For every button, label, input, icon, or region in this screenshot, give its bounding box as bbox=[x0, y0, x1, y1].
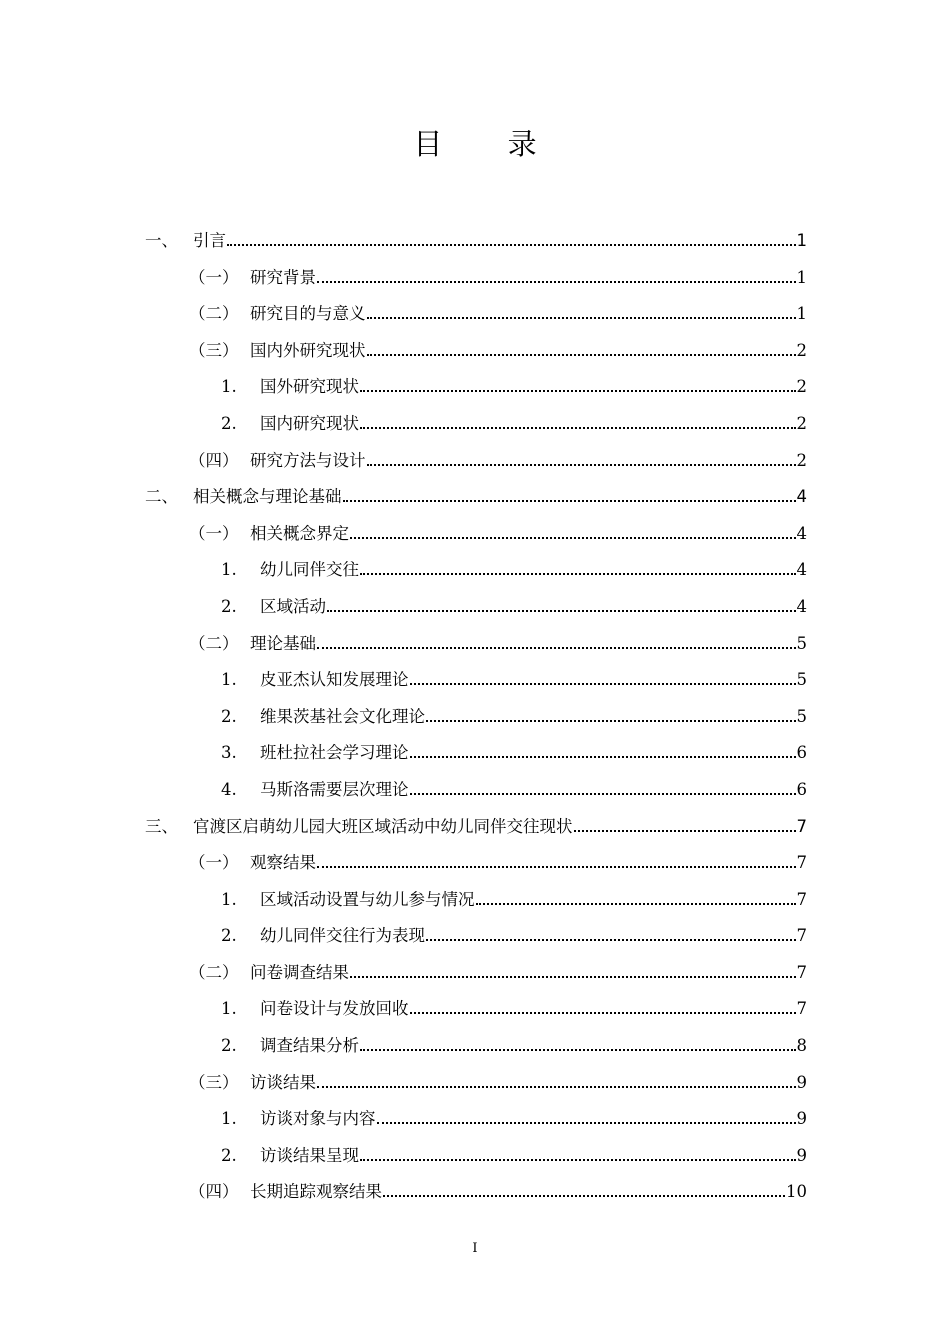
toc-entry-title: 研究目的与意义 bbox=[250, 304, 366, 324]
toc-entry-page-number: 1 bbox=[796, 304, 807, 324]
dot-leader bbox=[367, 464, 796, 466]
toc-entry[interactable] bbox=[145, 849, 807, 886]
toc-entry-title: 研究背景 bbox=[250, 267, 316, 287]
page-title: 目 录 bbox=[413, 127, 565, 161]
toc-entry[interactable] bbox=[145, 264, 807, 301]
toc-entry-page-number: 4 bbox=[796, 596, 807, 616]
toc-entry[interactable] bbox=[145, 227, 807, 264]
toc-entry-title: 区域活动 bbox=[260, 596, 326, 616]
toc-entry-number: 2. bbox=[221, 1145, 237, 1165]
toc-entry[interactable] bbox=[145, 410, 807, 447]
toc-entry-title: 相关概念界定 bbox=[250, 523, 349, 543]
toc-entry-page-number: 6 bbox=[796, 779, 807, 799]
toc-entry-page-number: 7 bbox=[796, 816, 807, 836]
toc-entry[interactable] bbox=[145, 373, 807, 410]
toc-entry[interactable] bbox=[145, 337, 807, 374]
dot-leader bbox=[327, 610, 796, 612]
toc-entry-title: 研究方法与设计 bbox=[250, 450, 366, 470]
toc-entry-title: 长期追踪观察结果 bbox=[250, 1182, 382, 1202]
toc-entry-title: 马斯洛需要层次理论 bbox=[260, 779, 409, 799]
toc-entry-number: 1. bbox=[221, 1109, 237, 1129]
dot-leader bbox=[426, 720, 796, 722]
toc-entry-title: 访谈对象与内容 bbox=[260, 1109, 376, 1129]
page-number-footer: I bbox=[472, 1241, 478, 1256]
dot-leader bbox=[227, 244, 796, 246]
toc-entry-page-number: 4 bbox=[796, 487, 807, 507]
toc-entry[interactable] bbox=[145, 300, 807, 337]
toc-entry-number: 1. bbox=[221, 999, 237, 1019]
dot-leader bbox=[317, 1086, 796, 1088]
dot-leader bbox=[367, 317, 796, 319]
toc-entry-number: 一、 bbox=[145, 231, 178, 250]
toc-entry-page-number: 9 bbox=[796, 1145, 807, 1165]
dot-leader bbox=[350, 976, 796, 978]
dot-leader bbox=[360, 1159, 796, 1161]
toc-entry-number: 三、 bbox=[145, 816, 178, 836]
dot-leader bbox=[410, 683, 796, 685]
dot-leader bbox=[360, 573, 796, 575]
toc-entry-title: 问卷调查结果 bbox=[250, 962, 349, 982]
toc-entry-page-number: 7 bbox=[796, 926, 807, 946]
toc-entry-number: 2. bbox=[221, 596, 237, 616]
dot-leader bbox=[410, 756, 796, 758]
toc-entry-title: 官渡区启萌幼儿园大班区域活动中幼儿同伴交往现状 bbox=[193, 816, 573, 836]
toc-entry-page-number: 8 bbox=[796, 1036, 807, 1056]
toc-entry-number: 2. bbox=[221, 706, 237, 726]
toc-entry-title: 国外研究现状 bbox=[260, 377, 359, 397]
dot-leader bbox=[476, 903, 796, 905]
toc-entry-title: 观察结果 bbox=[250, 853, 316, 873]
toc-entry[interactable] bbox=[145, 1069, 807, 1106]
toc-entry-number: 2. bbox=[221, 1036, 237, 1056]
toc-entry-page-number: 5 bbox=[796, 670, 807, 690]
toc-entry-number: 4. bbox=[221, 779, 237, 799]
table-of-contents bbox=[145, 227, 807, 1215]
toc-entry-number: （三） bbox=[189, 340, 239, 360]
dot-leader bbox=[426, 939, 796, 941]
toc-entry[interactable] bbox=[145, 739, 807, 776]
toc-entry-number: （二） bbox=[189, 633, 239, 653]
toc-entry-title: 引言 bbox=[193, 231, 226, 250]
toc-entry-number: （一） bbox=[189, 853, 239, 873]
dot-leader bbox=[574, 830, 796, 832]
dot-leader bbox=[360, 427, 796, 429]
dot-leader bbox=[410, 793, 796, 795]
toc-entry[interactable] bbox=[145, 995, 807, 1032]
toc-entry[interactable] bbox=[145, 886, 807, 923]
toc-entry-page-number: 2 bbox=[796, 413, 807, 433]
toc-entry-title: 区域活动设置与幼儿参与情况 bbox=[260, 889, 475, 909]
toc-entry-page-number: 2 bbox=[796, 450, 807, 470]
toc-entry-number: （四） bbox=[189, 1182, 239, 1202]
toc-entry-number: 1. bbox=[221, 889, 237, 909]
toc-entry-page-number: 1 bbox=[796, 267, 807, 287]
dot-leader bbox=[350, 537, 796, 539]
dot-leader bbox=[383, 1195, 785, 1197]
toc-entry-page-number: 10 bbox=[786, 1182, 807, 1202]
dot-leader bbox=[367, 354, 796, 356]
toc-entry-page-number: 7 bbox=[796, 962, 807, 982]
toc-entry-number: （一） bbox=[189, 523, 239, 543]
toc-entry-number: 二、 bbox=[145, 487, 178, 507]
toc-entry-number: （一） bbox=[189, 267, 239, 287]
toc-entry[interactable] bbox=[145, 1105, 807, 1142]
dot-leader bbox=[343, 500, 796, 502]
dot-leader bbox=[377, 1122, 796, 1124]
dot-leader bbox=[317, 866, 796, 868]
toc-entry[interactable] bbox=[145, 1142, 807, 1179]
toc-entry[interactable] bbox=[145, 813, 807, 850]
toc-entry-page-number: 1 bbox=[796, 231, 807, 250]
toc-entry[interactable] bbox=[145, 922, 807, 959]
toc-entry-title: 幼儿同伴交往 bbox=[260, 560, 359, 580]
toc-entry[interactable] bbox=[145, 703, 807, 740]
toc-entry-title: 访谈结果 bbox=[250, 1072, 316, 1092]
toc-entry-page-number: 7 bbox=[796, 889, 807, 909]
toc-entry-title: 访谈结果呈现 bbox=[260, 1145, 359, 1165]
toc-entry[interactable] bbox=[145, 556, 807, 593]
toc-entry-page-number: 5 bbox=[796, 633, 807, 653]
toc-entry-number: （四） bbox=[189, 450, 239, 470]
toc-entry-number: 2. bbox=[221, 926, 237, 946]
toc-entry-page-number: 2 bbox=[796, 340, 807, 360]
toc-entry-title: 理论基础 bbox=[250, 633, 316, 653]
toc-entry-page-number: 4 bbox=[796, 523, 807, 543]
dot-leader bbox=[360, 1049, 796, 1051]
toc-entry-number: （二） bbox=[189, 962, 239, 982]
toc-entry-page-number: 7 bbox=[796, 853, 807, 873]
toc-entry-number: 2. bbox=[221, 413, 237, 433]
toc-entry[interactable] bbox=[145, 593, 807, 630]
toc-entry-page-number: 9 bbox=[796, 1072, 807, 1092]
toc-entry-title: 国内研究现状 bbox=[260, 413, 359, 433]
toc-entry-page-number: 7 bbox=[796, 999, 807, 1019]
toc-entry[interactable] bbox=[145, 1032, 807, 1069]
toc-entry-page-number: 2 bbox=[796, 377, 807, 397]
toc-entry-title: 班杜拉社会学习理论 bbox=[260, 743, 409, 763]
toc-entry[interactable] bbox=[145, 483, 807, 520]
toc-entry[interactable] bbox=[145, 630, 807, 667]
toc-entry-number: 1. bbox=[221, 670, 237, 690]
toc-entry[interactable] bbox=[145, 447, 807, 484]
toc-entry-title: 问卷设计与发放回收 bbox=[260, 999, 409, 1019]
toc-entry-title: 幼儿同伴交往行为表现 bbox=[260, 926, 425, 946]
toc-entry-page-number: 6 bbox=[796, 743, 807, 763]
toc-entry-page-number: 5 bbox=[796, 706, 807, 726]
dot-leader bbox=[410, 1012, 796, 1014]
toc-entry-title: 皮亚杰认知发展理论 bbox=[260, 670, 409, 690]
toc-entry-number: 3. bbox=[221, 743, 237, 763]
toc-entry-title: 国内外研究现状 bbox=[250, 340, 366, 360]
toc-entry-title: 调查结果分析 bbox=[260, 1036, 359, 1056]
toc-entry-title: 维果茨基社会文化理论 bbox=[260, 706, 425, 726]
toc-entry-title: 相关概念与理论基础 bbox=[193, 487, 342, 507]
toc-entry-page-number: 4 bbox=[796, 560, 807, 580]
toc-entry[interactable] bbox=[145, 520, 807, 557]
toc-entry-number: （二） bbox=[189, 304, 239, 324]
toc-entry[interactable] bbox=[145, 959, 807, 996]
toc-entry-page-number: 9 bbox=[796, 1109, 807, 1129]
toc-entry-number: 1. bbox=[221, 377, 237, 397]
dot-leader bbox=[317, 281, 796, 283]
dot-leader bbox=[360, 390, 796, 392]
dot-leader bbox=[317, 647, 796, 649]
toc-entry[interactable] bbox=[145, 1178, 807, 1215]
toc-entry[interactable] bbox=[145, 776, 807, 813]
toc-entry-number: （三） bbox=[189, 1072, 239, 1092]
toc-entry-number: 1. bbox=[221, 560, 237, 580]
toc-entry[interactable] bbox=[145, 666, 807, 703]
